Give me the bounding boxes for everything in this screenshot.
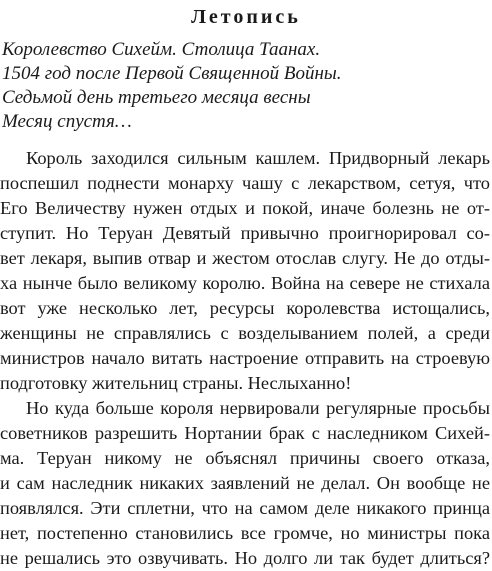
text-line: Его Величеству нужен отдых и покой, иначе болезнь не от- — [0, 198, 490, 218]
text-line: женщины не справлялись с возделыванием полей, а среди — [0, 323, 490, 343]
text-line: министров начало витать настроение отправить на строевую — [0, 348, 490, 368]
epigraph-line: Королевство Сихейм. Столица Таанах. — [2, 39, 321, 60]
text-line: не решались это озвучивать. Но долго ли так будет длиться? — [0, 548, 490, 568]
text-line: ха нынче было великому королю. Война на севере не стихала — [0, 273, 490, 293]
text-line: нет, постепенно становились все громче, но министры пока — [0, 523, 490, 543]
text-line: Но куда больше короля нервировали регулярные просьбы — [26, 398, 490, 418]
text-line: вот уже несколько лет, ресурсы королевства истощались, — [0, 298, 490, 318]
epigraph-line: Седьмой день третьего месяца весны — [2, 87, 311, 108]
text-line: вет лекаря, выпив отвар и жестом отослав слугу. Не до отды- — [0, 248, 490, 268]
text-line: ступит. Но Теруан Девятый привычно проигнорировал со- — [0, 223, 490, 243]
text-line: ма. Теруан никому не объяснял причины своего отказа, — [0, 448, 490, 468]
text-line: поспешил поднести монарху чашу с лекарством, сетуя, что — [0, 173, 490, 193]
epigraph-line: 1504 год после Первой Священной Войны. — [2, 63, 342, 84]
text-line: советников разрешить Нортании брак с наследником Сихей- — [0, 423, 490, 443]
chapter-title: Летопись — [191, 6, 301, 28]
body-text — [0, 146, 490, 571]
epigraph — [2, 38, 490, 134]
epigraph-line: Месяц спустя… — [2, 111, 132, 132]
text-line: Король заходился сильным кашлем. Придворный лекарь — [26, 148, 490, 168]
text-line: появлялся. Эти сплетни, что на самом деле никакого принца — [0, 498, 490, 518]
text-line: подготовку жительниц страны. Неслыханно! — [0, 373, 352, 393]
text-line: и сам наследник никаких заявлений не делал. Он вообще не — [0, 473, 490, 493]
